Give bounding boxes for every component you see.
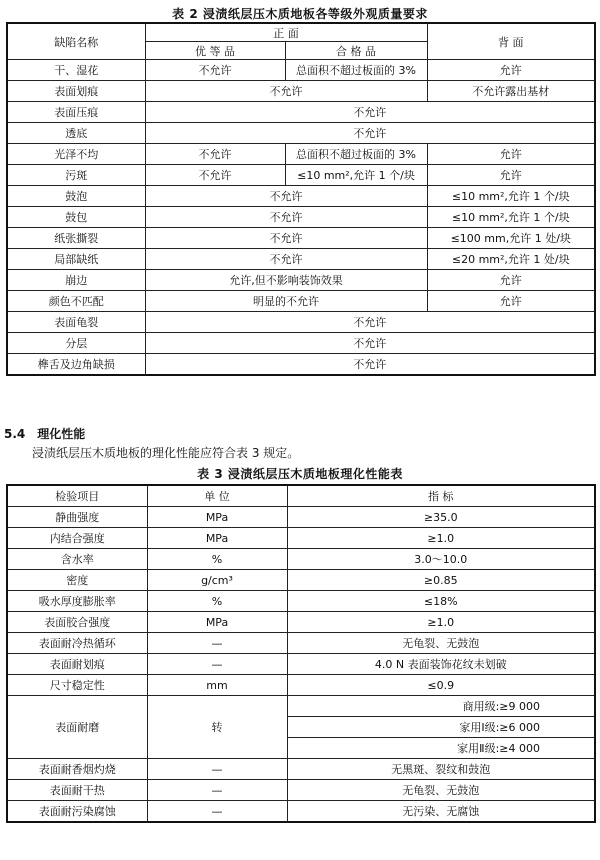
header-front: 正 面 <box>145 23 427 42</box>
index-value-cell: ≥35.0 <box>287 507 595 528</box>
front-requirement-cell: 不允许 <box>145 228 427 249</box>
test-item-cell: 密度 <box>7 570 147 591</box>
back-requirement-cell: ≤100 mm,允许 1 处/块 <box>427 228 595 249</box>
table-row <box>7 186 595 207</box>
defect-name-cell: 鼓包 <box>7 207 145 228</box>
index-value-cell: 无龟裂、无鼓泡 <box>287 633 595 654</box>
table-row <box>7 333 595 354</box>
index-value-cell: 4.0 N 表面装饰花纹未划破 <box>287 654 595 675</box>
table-row <box>7 675 595 696</box>
unit-cell: MPa <box>147 528 287 549</box>
defect-name-cell: 崩边 <box>7 270 145 291</box>
table-row <box>7 759 595 780</box>
excellent-requirement-cell: 不允许 <box>145 144 285 165</box>
physical-chemical-table <box>6 484 596 823</box>
header-defect-name: 缺陷名称 <box>7 23 145 60</box>
back-requirement-cell: ≤10 mm²,允许 1 个/块 <box>427 207 595 228</box>
table-row <box>7 228 595 249</box>
defect-name-cell: 表面压痕 <box>7 102 145 123</box>
table-row <box>7 60 595 81</box>
defect-name-cell: 榫舌及边角缺损 <box>7 354 145 376</box>
defect-name-cell: 局部缺纸 <box>7 249 145 270</box>
table-row <box>7 102 595 123</box>
test-item-cell: 表面耐冷热循环 <box>7 633 147 654</box>
back-requirement-cell: ≤20 mm²,允许 1 处/块 <box>427 249 595 270</box>
test-item-cell: 表面耐香烟灼烧 <box>7 759 147 780</box>
unit-cell: mm <box>147 675 287 696</box>
header-back: 背 面 <box>427 23 595 60</box>
unit-cell: — <box>147 780 287 801</box>
table-row <box>7 570 595 591</box>
index-value-cell: 3.0～10.0 <box>287 549 595 570</box>
unit-cell: — <box>147 759 287 780</box>
test-item-cell: 尺寸稳定性 <box>7 675 147 696</box>
section-heading <box>4 425 97 442</box>
table-row <box>7 780 595 801</box>
table2-caption: 表 2 浸渍纸层压木质地板各等级外观质量要求 <box>172 7 428 21</box>
qualified-requirement-cell: ≤10 mm²,允许 1 个/块 <box>285 165 427 186</box>
qualified-requirement-cell: 总面积不超过板面的 3% <box>285 60 427 81</box>
appearance-rows <box>7 60 595 376</box>
table-row <box>7 696 595 717</box>
index-value-cell: 无龟裂、无鼓泡 <box>287 780 595 801</box>
table-row <box>7 165 595 186</box>
table-row <box>7 270 595 291</box>
index-value-cell: 无污染、无腐蚀 <box>287 801 595 823</box>
back-requirement-cell: 允许 <box>427 60 595 81</box>
test-item-cell: 表面耐磨 <box>7 696 147 759</box>
header-index: 指 标 <box>287 485 595 507</box>
defect-name-cell: 光泽不均 <box>7 144 145 165</box>
back-requirement-cell: 允许 <box>427 144 595 165</box>
wear-level-cell: 家用Ⅱ级:≥4 000 <box>287 738 595 759</box>
table-row <box>7 528 595 549</box>
defect-name-cell: 颜色不匹配 <box>7 291 145 312</box>
index-value-cell: ≤0.9 <box>287 675 595 696</box>
back-requirement-cell: 允许 <box>427 165 595 186</box>
defect-name-cell: 鼓泡 <box>7 186 145 207</box>
unit-cell: MPa <box>147 507 287 528</box>
table-row <box>7 549 595 570</box>
index-value-cell: ≥1.0 <box>287 528 595 549</box>
test-item-cell: 含水率 <box>7 549 147 570</box>
defect-name-cell: 表面龟裂 <box>7 312 145 333</box>
table-row <box>7 633 595 654</box>
table-row <box>7 207 595 228</box>
front-requirement-cell: 不允许 <box>145 186 427 207</box>
defect-name-cell: 分层 <box>7 333 145 354</box>
requirement-cell: 不允许 <box>145 354 595 376</box>
back-requirement-cell: 允许 <box>427 270 595 291</box>
defect-name-cell: 表面划痕 <box>7 81 145 102</box>
defect-name-cell: 纸张撕裂 <box>7 228 145 249</box>
table-header-row <box>7 23 595 42</box>
table-row <box>7 249 595 270</box>
unit-cell: g/cm³ <box>147 570 287 591</box>
qualified-requirement-cell: 总面积不超过板面的 3% <box>285 144 427 165</box>
unit-cell: MPa <box>147 612 287 633</box>
header-unit: 单 位 <box>147 485 287 507</box>
excellent-requirement-cell: 不允许 <box>145 60 285 81</box>
property-rows <box>7 507 595 823</box>
table-row <box>7 354 595 376</box>
index-value-cell: ≥1.0 <box>287 612 595 633</box>
index-value-cell: 无黑斑、裂纹和鼓泡 <box>287 759 595 780</box>
header-excellent: 优 等 品 <box>145 42 285 60</box>
section-number: 5.4 <box>4 427 26 441</box>
requirement-cell: 不允许 <box>145 123 595 144</box>
requirement-cell: 不允许 <box>145 312 595 333</box>
defect-name-cell: 污斑 <box>7 165 145 186</box>
section-title: 理化性能 <box>37 427 86 441</box>
unit-cell: 转 <box>147 696 287 759</box>
appearance-quality-table <box>6 22 596 376</box>
table-row <box>7 123 595 144</box>
unit-cell: % <box>147 591 287 612</box>
test-item-cell: 吸水厚度膨胀率 <box>7 591 147 612</box>
wear-level-cell: 商用级:≥9 000 <box>287 696 595 717</box>
back-requirement-cell: 允许 <box>427 291 595 312</box>
test-item-cell: 表面耐污染腐蚀 <box>7 801 147 823</box>
table-row <box>7 507 595 528</box>
section-text: 浸渍纸层压木质地板的理化性能应符合表 3 规定。 <box>32 446 300 460</box>
unit-cell: — <box>147 633 287 654</box>
table-header-row <box>7 485 595 507</box>
front-requirement-cell: 不允许 <box>145 81 427 102</box>
test-item-cell: 表面胶合强度 <box>7 612 147 633</box>
front-requirement-cell: 明显的不允许 <box>145 291 427 312</box>
table3-caption: 表 3 浸渍纸层压木质地板理化性能表 <box>197 467 403 481</box>
unit-cell: — <box>147 801 287 823</box>
test-item-cell: 内结合强度 <box>7 528 147 549</box>
header-item: 检验项目 <box>7 485 147 507</box>
back-requirement-cell: ≤10 mm²,允许 1 个/块 <box>427 186 595 207</box>
wear-level-cell: 家用Ⅰ级:≥6 000 <box>287 717 595 738</box>
front-requirement-cell: 不允许 <box>145 207 427 228</box>
excellent-requirement-cell: 不允许 <box>145 165 285 186</box>
table-row <box>7 144 595 165</box>
test-item-cell: 表面耐干热 <box>7 780 147 801</box>
table-row <box>7 801 595 823</box>
requirement-cell: 不允许 <box>145 102 595 123</box>
table-row <box>7 612 595 633</box>
unit-cell: % <box>147 549 287 570</box>
index-value-cell: ≤18% <box>287 591 595 612</box>
back-requirement-cell: 不允许露出基材 <box>427 81 595 102</box>
defect-name-cell: 干、湿花 <box>7 60 145 81</box>
header-qualified: 合 格 品 <box>285 42 427 60</box>
front-requirement-cell: 允许,但不影响装饰效果 <box>145 270 427 291</box>
table-row <box>7 312 595 333</box>
defect-name-cell: 透底 <box>7 123 145 144</box>
test-item-cell: 表面耐划痕 <box>7 654 147 675</box>
front-requirement-cell: 不允许 <box>145 249 427 270</box>
requirement-cell: 不允许 <box>145 333 595 354</box>
table-row <box>7 291 595 312</box>
table-row <box>7 591 595 612</box>
unit-cell: — <box>147 654 287 675</box>
test-item-cell: 静曲强度 <box>7 507 147 528</box>
table-row <box>7 654 595 675</box>
index-value-cell: ≥0.85 <box>287 570 595 591</box>
table-row <box>7 81 595 102</box>
